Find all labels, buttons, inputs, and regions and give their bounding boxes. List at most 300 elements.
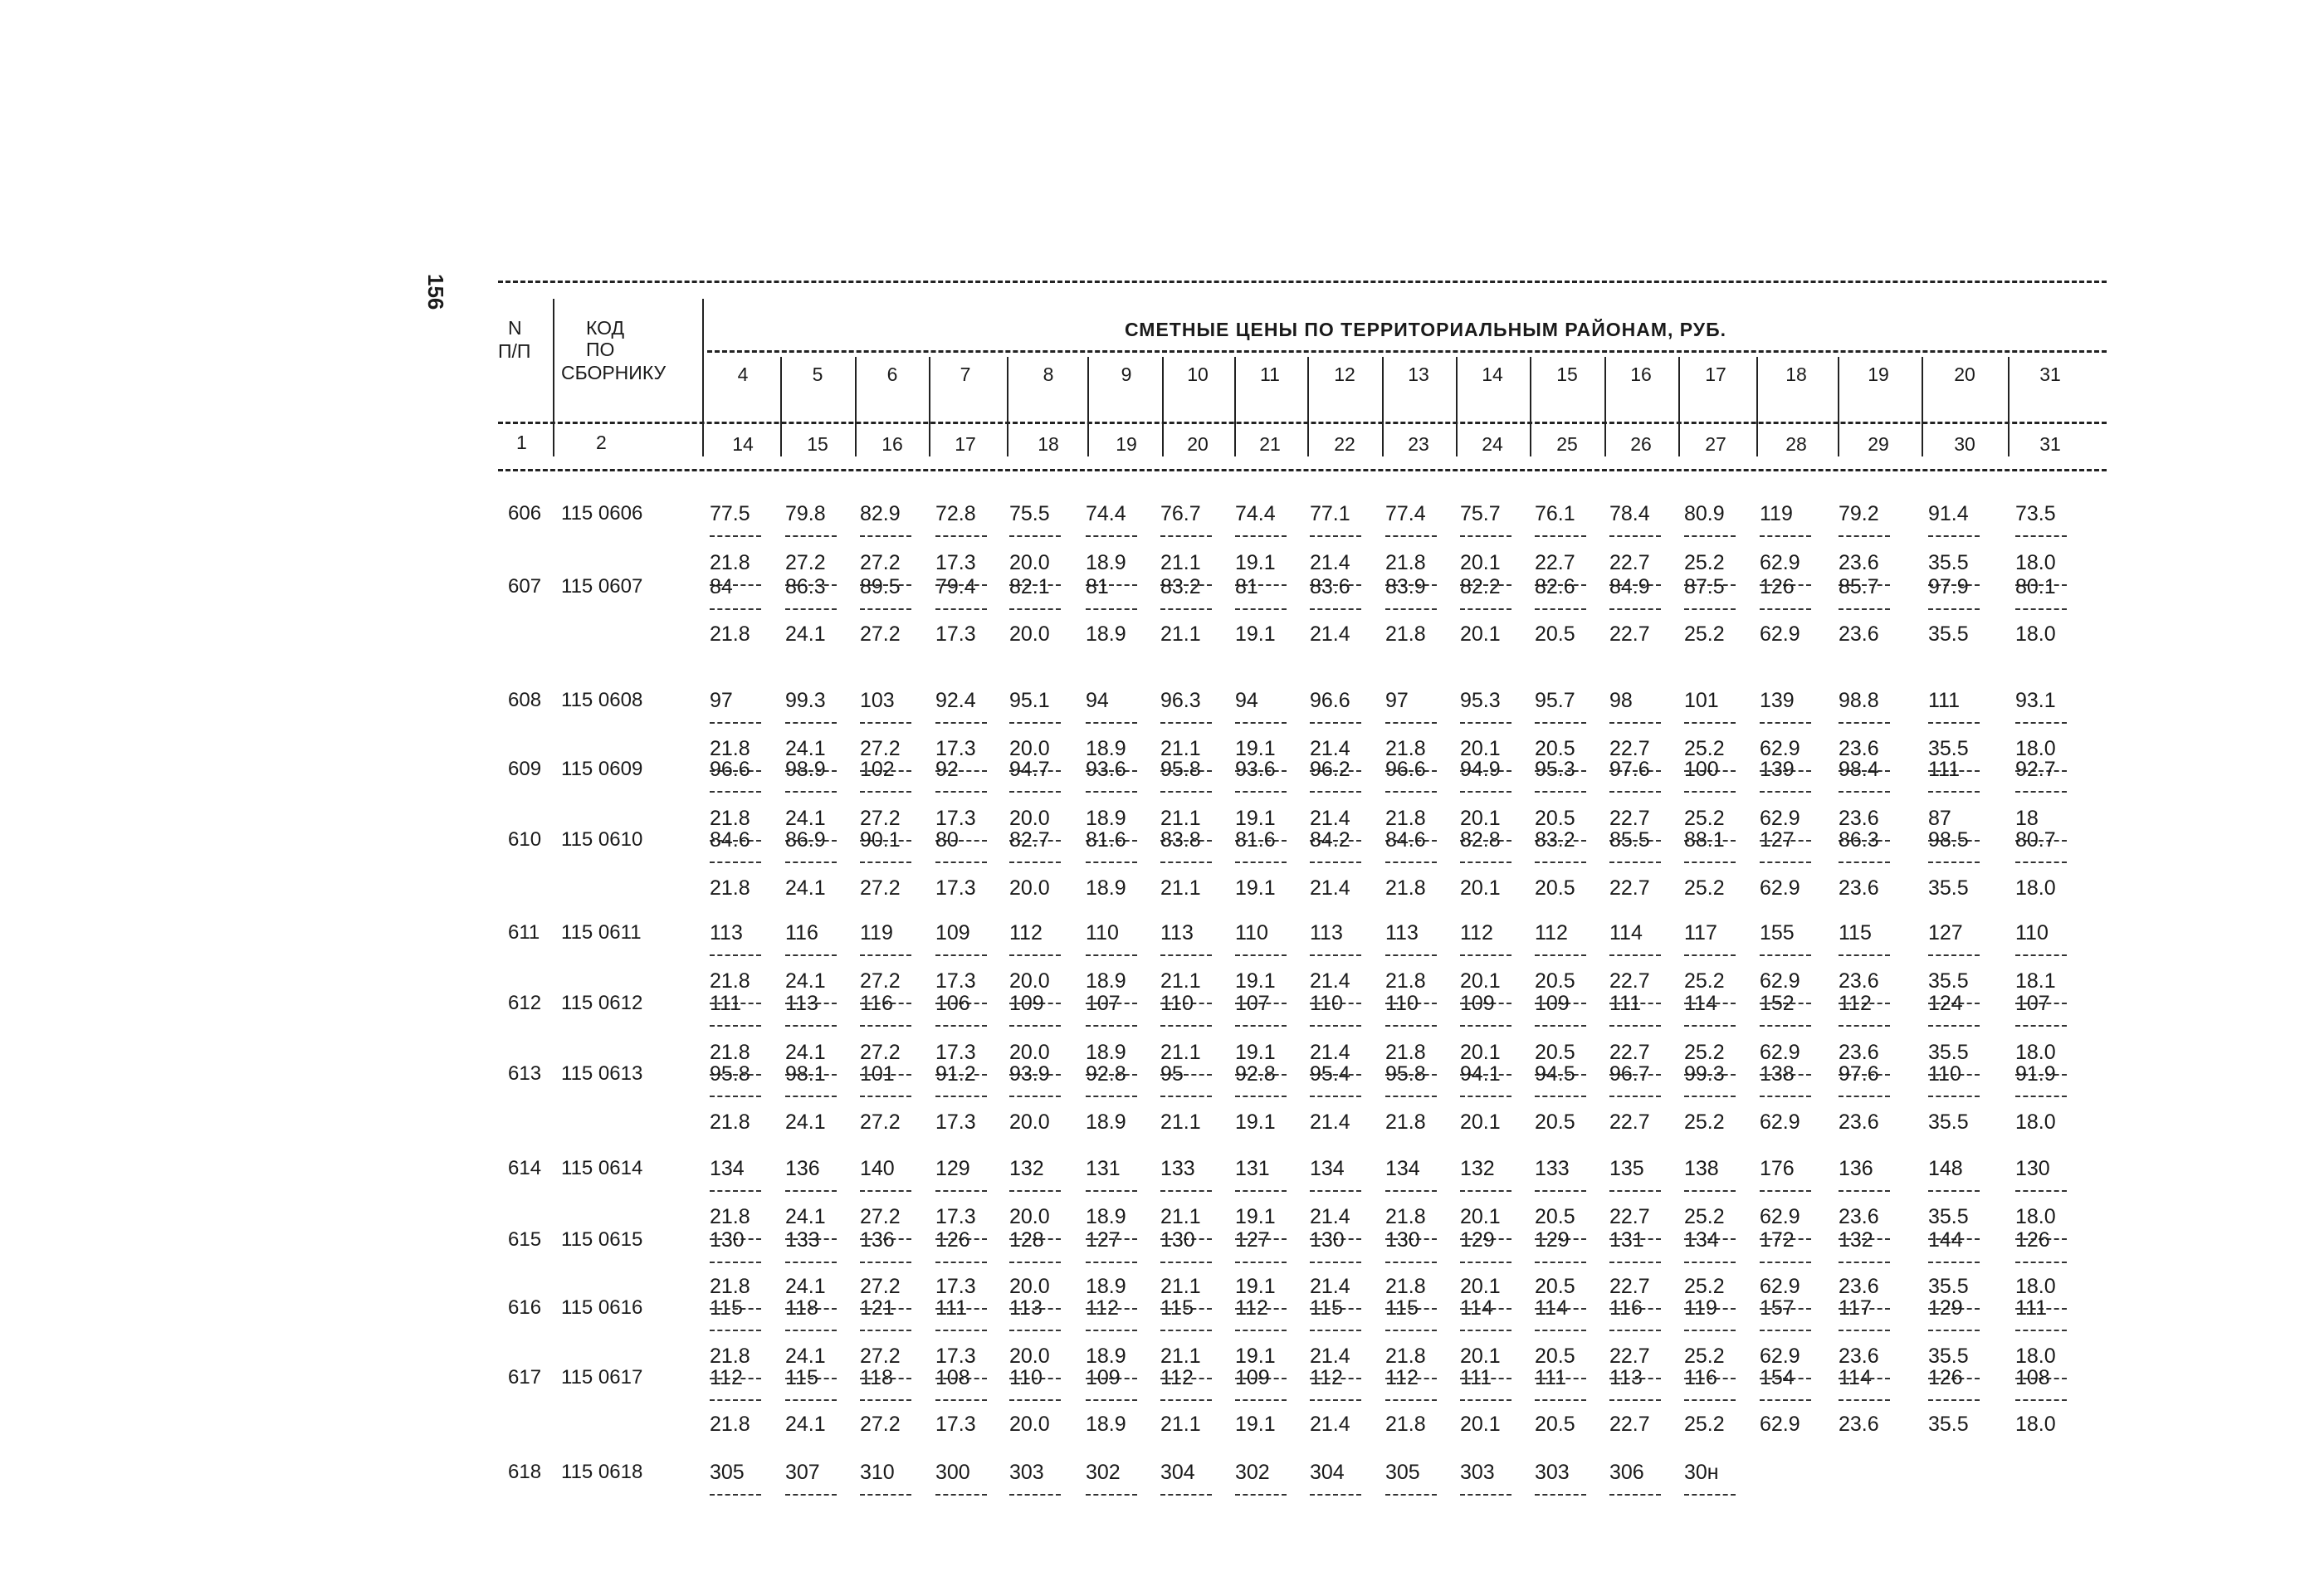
column-number-cell: 14 xyxy=(732,433,754,455)
table-cell: 94.9 xyxy=(1460,758,1501,781)
table-cell: 111 xyxy=(2015,1296,2048,1320)
header-bottom-rule xyxy=(498,469,2107,471)
fraction-rule xyxy=(935,1494,987,1496)
column-number-cell: 22 xyxy=(1334,433,1355,455)
table-cell: 62.9 xyxy=(1760,1110,1800,1134)
fraction-rule xyxy=(1160,1190,1212,1192)
table-cell: 80.1 xyxy=(2015,575,2056,598)
fraction-rule xyxy=(1310,1096,1361,1097)
fraction-rule xyxy=(2015,791,2067,793)
district-header-cell: 9 xyxy=(1121,364,1132,385)
fraction-rule xyxy=(1460,1330,1511,1331)
fraction-rule xyxy=(1009,1330,1061,1331)
table-cell: 23.6 xyxy=(1839,1345,1879,1368)
table-cell: 81 xyxy=(1086,575,1109,598)
fraction-rule xyxy=(1684,954,1736,956)
table-cell: 118 xyxy=(860,1366,893,1389)
table-cell: 97.6 xyxy=(1839,1062,1879,1086)
table-cell: 21.8 xyxy=(710,737,750,760)
fraction-rule xyxy=(1086,791,1137,793)
fraction-rule xyxy=(1235,1399,1287,1401)
fraction-rule xyxy=(2015,861,2067,863)
table-cell: 25.2 xyxy=(1684,1110,1725,1134)
table-cell: 115 xyxy=(1385,1296,1419,1320)
fraction-rule xyxy=(785,1330,837,1331)
table-cell: 21.8 xyxy=(710,807,750,830)
fraction-rule xyxy=(1839,722,1890,724)
table-cell: 136 xyxy=(860,1228,895,1252)
table-cell: 19.1 xyxy=(1235,737,1276,760)
table-cell: 24.1 xyxy=(785,969,826,993)
table-cell: 87.5 xyxy=(1684,575,1725,598)
fraction-rule xyxy=(1609,1025,1661,1027)
table-cell: 27.2 xyxy=(860,1275,901,1298)
fraction-rule xyxy=(860,1190,911,1192)
fraction-rule xyxy=(1009,1190,1061,1192)
table-cell: 17.3 xyxy=(935,737,976,760)
table-cell: 17.3 xyxy=(935,551,976,574)
table-cell: 18.9 xyxy=(1086,551,1126,574)
table-cell: 113 xyxy=(1009,1296,1043,1320)
divider xyxy=(1756,357,1758,456)
fraction-rule xyxy=(860,1330,911,1331)
fraction-rule xyxy=(2015,722,2067,724)
table-cell: 77.5 xyxy=(710,502,750,525)
table-cell: 126 xyxy=(2015,1228,2050,1252)
fraction-rule xyxy=(1535,722,1586,724)
fraction-rule xyxy=(1310,1190,1361,1192)
table-cell: 27.2 xyxy=(860,1205,901,1228)
table-cell: 112 xyxy=(1385,1366,1419,1389)
table-cell: 19.1 xyxy=(1235,1345,1276,1368)
fraction-rule xyxy=(1609,1399,1661,1401)
fraction-rule xyxy=(1928,791,1980,793)
fraction-rule xyxy=(1385,608,1437,610)
table-cell: 62.9 xyxy=(1760,737,1800,760)
table-cell: 112 xyxy=(1009,921,1043,944)
table-cell: 304 xyxy=(1310,1461,1345,1484)
district-header-cell: 14 xyxy=(1482,364,1503,385)
row-number: 608 xyxy=(508,689,542,711)
fraction-rule xyxy=(1609,608,1661,610)
fraction-rule xyxy=(1385,1262,1437,1263)
fraction-rule xyxy=(1086,861,1137,863)
row-number: 615 xyxy=(508,1228,542,1251)
fraction-rule xyxy=(1310,608,1361,610)
table-cell: 23.6 xyxy=(1839,1413,1879,1436)
table-cell: 21.8 xyxy=(710,1275,750,1298)
fraction-rule xyxy=(1160,861,1212,863)
fraction-rule xyxy=(2015,1262,2067,1263)
table-cell: 35.5 xyxy=(1928,1110,1969,1134)
table-cell: 136 xyxy=(785,1157,820,1180)
table-cell: 18.9 xyxy=(1086,969,1126,993)
column-number-cell: 19 xyxy=(1116,433,1137,455)
table-cell: 25.2 xyxy=(1684,1041,1725,1064)
table-cell: 21.1 xyxy=(1160,1413,1201,1436)
fraction-rule xyxy=(785,608,837,610)
fraction-rule xyxy=(1385,791,1437,793)
table-cell: 18.0 xyxy=(2015,1345,2056,1368)
fraction-rule xyxy=(710,1025,761,1027)
fraction-rule xyxy=(1310,1262,1361,1263)
table-cell: 106 xyxy=(935,992,970,1015)
table-cell: 62.9 xyxy=(1760,876,1800,900)
table-cell: 27.2 xyxy=(860,876,901,900)
district-header-cell: 18 xyxy=(1785,364,1807,385)
table-cell: 108 xyxy=(935,1366,970,1389)
table-cell: 21.8 xyxy=(1385,1345,1426,1368)
table-cell: 23.6 xyxy=(1839,551,1879,574)
table-cell: 119 xyxy=(1760,502,1793,525)
table-cell: 92 xyxy=(935,758,959,781)
table-cell: 96.2 xyxy=(1310,758,1350,781)
table-cell: 126 xyxy=(1928,1366,1963,1389)
table-cell: 114 xyxy=(1684,992,1717,1015)
table-cell: 157 xyxy=(1760,1296,1795,1320)
fraction-rule xyxy=(1760,535,1811,537)
fraction-rule xyxy=(1839,1399,1890,1401)
table-cell: 115 xyxy=(1839,921,1872,944)
divider xyxy=(702,299,704,456)
table-cell: 129 xyxy=(1535,1228,1570,1252)
table-cell: 109 xyxy=(1086,1366,1121,1389)
table-cell: 20.0 xyxy=(1009,1275,1050,1298)
table-cell: 22.7 xyxy=(1609,1205,1650,1228)
fraction-rule xyxy=(1839,861,1890,863)
table-cell: 119 xyxy=(1684,1296,1717,1320)
collection-code: 115 0617 xyxy=(561,1366,643,1389)
table-cell: 110 xyxy=(1310,992,1343,1015)
table-cell: 128 xyxy=(1009,1228,1044,1252)
table-cell: 133 xyxy=(785,1228,820,1252)
fraction-rule xyxy=(1460,1190,1511,1192)
table-cell: 91.9 xyxy=(2015,1062,2056,1086)
table-cell: 20.5 xyxy=(1535,737,1575,760)
table-cell: 21.8 xyxy=(710,622,750,646)
table-cell: 35.5 xyxy=(1928,1041,1969,1064)
table-cell: 18.9 xyxy=(1086,737,1126,760)
table-cell: 110 xyxy=(1385,992,1419,1015)
fraction-rule xyxy=(860,1399,911,1401)
table-cell: 17.3 xyxy=(935,969,976,993)
table-cell: 113 xyxy=(710,921,743,944)
table-cell: 74.4 xyxy=(1086,502,1126,525)
table-cell: 21.4 xyxy=(1310,1345,1350,1368)
collection-code: 115 0608 xyxy=(561,689,643,711)
table-cell: 102 xyxy=(860,758,895,781)
table-cell: 21.8 xyxy=(710,1413,750,1436)
fraction-rule xyxy=(785,1096,837,1097)
table-cell: 23.6 xyxy=(1839,1041,1879,1064)
table-cell: 86.3 xyxy=(785,575,826,598)
table-cell: 17.3 xyxy=(935,1413,976,1436)
divider xyxy=(2008,357,2010,456)
fraction-rule xyxy=(785,535,837,537)
table-cell: 21.8 xyxy=(1385,622,1426,646)
table-cell: 302 xyxy=(1235,1461,1270,1484)
table-cell: 98.5 xyxy=(1928,828,1969,852)
table-cell: 97 xyxy=(1385,689,1409,712)
table-cell: 85.5 xyxy=(1609,828,1650,852)
table-cell: 35.5 xyxy=(1928,551,1969,574)
column-number-cell: 30 xyxy=(1954,433,1975,455)
column-number-cell: 18 xyxy=(1038,433,1059,455)
table-cell: 155 xyxy=(1760,921,1795,944)
table-cell: 86.9 xyxy=(785,828,826,852)
fraction-rule xyxy=(1684,1494,1736,1496)
table-cell: 140 xyxy=(860,1157,895,1180)
table-cell: 24.1 xyxy=(785,876,826,900)
table-cell: 84.6 xyxy=(1385,828,1426,852)
table-cell: 62.9 xyxy=(1760,1275,1800,1298)
fraction-rule xyxy=(1310,861,1361,863)
table-cell: 124 xyxy=(1928,992,1963,1015)
table-cell: 111 xyxy=(1535,1366,1567,1389)
table-cell: 132 xyxy=(1839,1228,1873,1252)
table-cell: 18.9 xyxy=(1086,1205,1126,1228)
divider xyxy=(1162,357,1164,456)
table-cell: 73.5 xyxy=(2015,502,2056,525)
table-cell: 74.4 xyxy=(1235,502,1276,525)
table-cell: 176 xyxy=(1760,1157,1795,1180)
table-cell: 20.5 xyxy=(1535,1041,1575,1064)
fraction-rule xyxy=(1086,722,1137,724)
table-cell: 17.3 xyxy=(935,1345,976,1368)
district-header-cell: 11 xyxy=(1260,364,1280,385)
fraction-rule xyxy=(1684,1025,1736,1027)
table-cell: 19.1 xyxy=(1235,622,1276,646)
table-cell: 114 xyxy=(1460,1296,1493,1320)
table-cell: 84.2 xyxy=(1310,828,1350,852)
table-cell: 21.8 xyxy=(1385,737,1426,760)
fraction-rule xyxy=(1310,1330,1361,1331)
fraction-rule xyxy=(1684,608,1736,610)
table-cell: 75.5 xyxy=(1009,502,1050,525)
fraction-rule xyxy=(1535,1494,1586,1496)
table-cell: 21.8 xyxy=(1385,876,1426,900)
district-header-cell: 19 xyxy=(1868,364,1889,385)
fraction-rule xyxy=(860,608,911,610)
table-cell: 79.2 xyxy=(1839,502,1879,525)
table-cell: 20.1 xyxy=(1460,1345,1501,1368)
table-cell: 20.1 xyxy=(1460,622,1501,646)
table-cell: 27.2 xyxy=(860,551,901,574)
fraction-rule xyxy=(1160,608,1212,610)
table-cell: 22.7 xyxy=(1609,807,1650,830)
header-title-rule xyxy=(707,350,2107,353)
table-cell: 117 xyxy=(1684,921,1717,944)
fraction-rule xyxy=(1086,954,1137,956)
fraction-rule xyxy=(1535,791,1586,793)
row-number: 618 xyxy=(508,1461,542,1483)
fraction-rule xyxy=(935,535,987,537)
table-cell: 111 xyxy=(1928,758,1961,781)
fraction-rule xyxy=(935,861,987,863)
fraction-rule xyxy=(1535,608,1586,610)
column-number-cell: 16 xyxy=(881,433,903,455)
column-number-cell: 15 xyxy=(807,433,828,455)
fraction-rule xyxy=(1609,1330,1661,1331)
table-cell: 138 xyxy=(1760,1062,1795,1086)
fraction-rule xyxy=(935,1330,987,1331)
table-cell: 94 xyxy=(1235,689,1258,712)
table-cell: 144 xyxy=(1928,1228,1963,1252)
fraction-rule xyxy=(1609,861,1661,863)
fraction-rule xyxy=(860,791,911,793)
table-cell: 93.1 xyxy=(2015,689,2056,712)
fraction-rule xyxy=(1009,1096,1061,1097)
table-cell: 19.1 xyxy=(1235,551,1276,574)
table-cell: 22.7 xyxy=(1609,737,1650,760)
fraction-rule xyxy=(1460,861,1511,863)
table-cell: 110 xyxy=(1160,992,1194,1015)
fraction-rule xyxy=(1839,1096,1890,1097)
table-cell: 129 xyxy=(935,1157,970,1180)
table-cell: 21.1 xyxy=(1160,1345,1201,1368)
fraction-rule xyxy=(1609,722,1661,724)
table-cell: 96.7 xyxy=(1609,1062,1650,1086)
table-cell: 112 xyxy=(710,1366,743,1389)
divider xyxy=(1604,357,1606,456)
fraction-rule xyxy=(1928,954,1980,956)
table-cell: 95.8 xyxy=(1385,1062,1426,1086)
table-cell: 30н xyxy=(1684,1461,1719,1484)
table-cell: 113 xyxy=(785,992,818,1015)
table-cell: 139 xyxy=(1760,758,1795,781)
fraction-rule xyxy=(935,1190,987,1192)
fraction-rule xyxy=(1609,1494,1661,1496)
table-cell: 96.3 xyxy=(1160,689,1201,712)
fraction-rule xyxy=(1086,1399,1137,1401)
table-cell: 110 xyxy=(1086,921,1119,944)
fraction-rule xyxy=(1535,1262,1586,1263)
district-header-cell: 4 xyxy=(737,364,749,385)
table-cell: 81.6 xyxy=(1235,828,1276,852)
table-cell: 99.3 xyxy=(1684,1062,1725,1086)
fraction-rule xyxy=(860,722,911,724)
fraction-rule xyxy=(1684,535,1736,537)
table-cell: 18.0 xyxy=(2015,622,2056,646)
table-cell: 20.0 xyxy=(1009,622,1050,646)
fraction-rule xyxy=(1235,954,1287,956)
fraction-rule xyxy=(785,1399,837,1401)
table-cell: 21.8 xyxy=(710,1345,750,1368)
table-cell: 18.0 xyxy=(2015,551,2056,574)
fraction-rule xyxy=(1086,1190,1137,1192)
table-cell: 27.2 xyxy=(860,1041,901,1064)
table-cell: 132 xyxy=(1460,1157,1495,1180)
table-cell: 21.4 xyxy=(1310,1205,1350,1228)
table-cell: 25.2 xyxy=(1684,1205,1725,1228)
table-cell: 17.3 xyxy=(935,1205,976,1228)
fraction-rule xyxy=(1928,535,1980,537)
fraction-rule xyxy=(1310,791,1361,793)
table-cell: 130 xyxy=(1385,1228,1420,1252)
col-code-label-1: КОД xyxy=(586,317,625,339)
table-cell: 21.8 xyxy=(710,1205,750,1228)
fraction-rule xyxy=(1086,535,1137,537)
table-cell: 112 xyxy=(1535,921,1568,944)
table-cell: 113 xyxy=(1310,921,1343,944)
fraction-rule xyxy=(1684,791,1736,793)
fraction-rule xyxy=(1009,1399,1061,1401)
table-cell: 25.2 xyxy=(1684,551,1725,574)
table-cell: 21.8 xyxy=(1385,1275,1426,1298)
table-cell: 21.8 xyxy=(710,1041,750,1064)
table-cell: 17.3 xyxy=(935,622,976,646)
table-cell: 18.9 xyxy=(1086,1110,1126,1134)
fraction-rule xyxy=(1535,861,1586,863)
table-cell: 76.7 xyxy=(1160,502,1201,525)
table-cell: 116 xyxy=(860,992,893,1015)
table-cell: 22.7 xyxy=(1609,969,1650,993)
table-cell: 112 xyxy=(1086,1296,1119,1320)
table-cell: 91.2 xyxy=(935,1062,976,1086)
table-cell: 23.6 xyxy=(1839,876,1879,900)
table-cell: 94.5 xyxy=(1535,1062,1575,1086)
table-cell: 154 xyxy=(1760,1366,1795,1389)
fraction-rule xyxy=(1009,791,1061,793)
table-cell: 134 xyxy=(1385,1157,1420,1180)
fraction-rule xyxy=(1609,954,1661,956)
divider xyxy=(1922,357,1923,456)
table-cell: 96.6 xyxy=(710,758,750,781)
table-cell: 127 xyxy=(1086,1228,1121,1252)
table-cell: 19.1 xyxy=(1235,876,1276,900)
fraction-rule xyxy=(1760,1262,1811,1263)
table-cell: 112 xyxy=(1839,992,1872,1015)
fraction-rule xyxy=(1235,608,1287,610)
table-cell: 21.1 xyxy=(1160,807,1201,830)
table-cell: 21.1 xyxy=(1160,1041,1201,1064)
district-header-cell: 12 xyxy=(1334,364,1355,385)
table-cell: 130 xyxy=(1160,1228,1195,1252)
table-cell: 94.1 xyxy=(1460,1062,1501,1086)
table-cell: 20.5 xyxy=(1535,1110,1575,1134)
fraction-rule xyxy=(1235,1190,1287,1192)
table-cell: 81.6 xyxy=(1086,828,1126,852)
fraction-rule xyxy=(710,722,761,724)
table-cell: 95.4 xyxy=(1310,1062,1350,1086)
table-cell: 20.0 xyxy=(1009,1345,1050,1368)
table-cell: 305 xyxy=(1385,1461,1420,1484)
divider xyxy=(1530,357,1531,456)
divider xyxy=(929,357,930,456)
table-cell: 84.6 xyxy=(710,828,750,852)
table-cell: 77.4 xyxy=(1385,502,1426,525)
fraction-rule xyxy=(1086,1330,1137,1331)
table-cell: 303 xyxy=(1535,1461,1570,1484)
fraction-rule xyxy=(1535,535,1586,537)
table-cell: 94.7 xyxy=(1009,758,1050,781)
fraction-rule xyxy=(1460,1025,1511,1027)
table-cell: 20.5 xyxy=(1535,807,1575,830)
fraction-rule xyxy=(1839,608,1890,610)
table-cell: 20.5 xyxy=(1535,1275,1575,1298)
table-cell: 24.1 xyxy=(785,807,826,830)
table-cell: 21.4 xyxy=(1310,1110,1350,1134)
table-cell: 21.8 xyxy=(1385,551,1426,574)
table-cell: 80.9 xyxy=(1684,502,1725,525)
header-top-rule xyxy=(498,281,2107,283)
table-cell: 131 xyxy=(1235,1157,1270,1180)
fraction-rule xyxy=(1009,954,1061,956)
table-cell: 18.9 xyxy=(1086,876,1126,900)
fraction-rule xyxy=(1609,791,1661,793)
table-cell: 98 xyxy=(1609,689,1633,712)
fraction-rule xyxy=(1310,535,1361,537)
